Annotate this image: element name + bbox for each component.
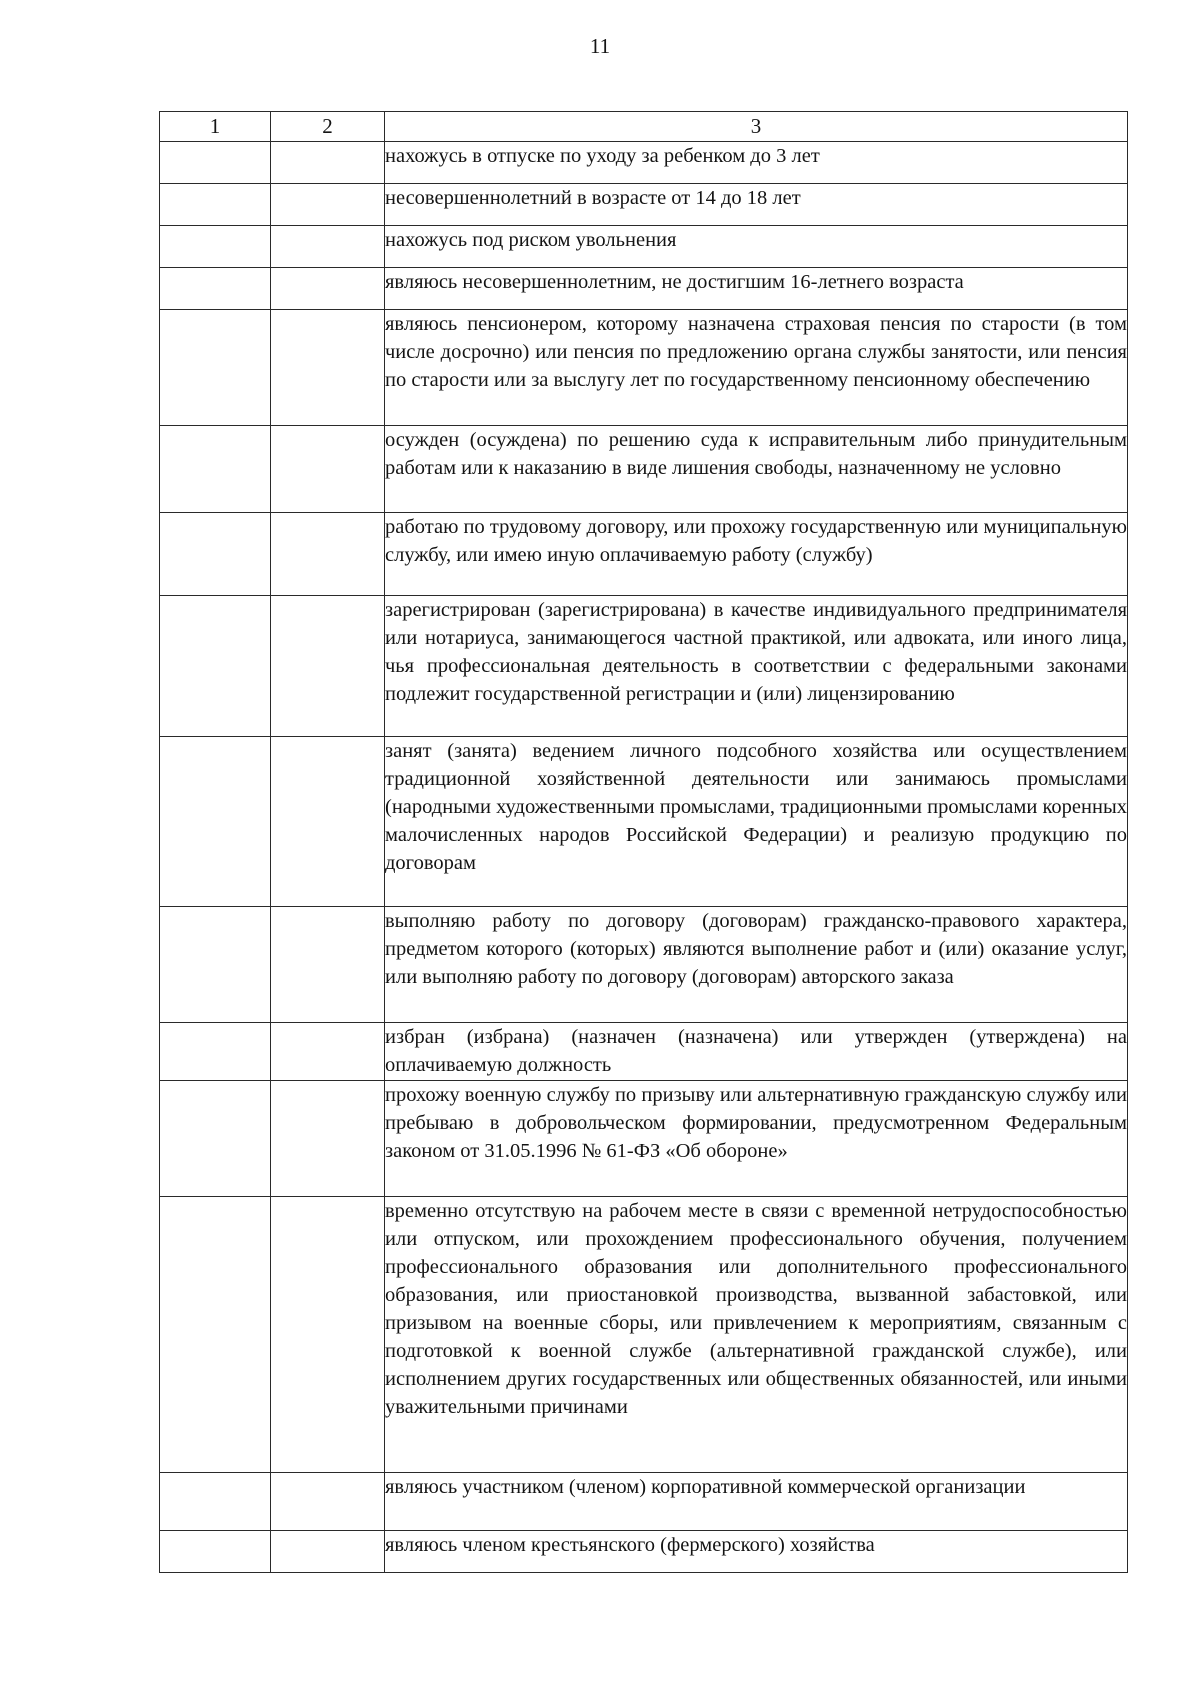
table-row [160,268,1128,310]
cell-col-2 [271,426,385,513]
cell-status-text: являюсь несовершеннолетним, не достигшим 16-летнего возраста [385,268,1128,310]
table-header-row [160,112,1128,142]
cell-status-text: занят (занята) ведением личного подсобного хозяйства или осуществлением традиционной хозяйственной деятельности или занимаюсь промыслами (народными художественными промыслами, традиционными промыслами коренных малочисленных народов Российской Федерации) и реализую продукцию по договорам [385,737,1128,907]
cell-col-1 [160,1197,271,1473]
table-row [160,596,1128,737]
cell-status-text: зарегистрирован (зарегистрирована) в качестве индивидуального предпринимателя или нотариуса, занимающегося частной практикой, или адвоката, или иного лица, чья профессиональная деятельность в соответствии с федеральными законами подлежит государственной регистрации и (или) лицензированию [385,596,1128,737]
cell-status-text: являюсь пенсионером, которому назначена страховая пенсия по старости (в том числе досрочно) или пенсия по предложению органа службы занятости, или пенсия по старости или за выслугу лет по государственному пенсионному обеспечению [385,310,1128,426]
cell-col-2 [271,1473,385,1531]
cell-col-2 [271,268,385,310]
column-header-3: 3 [385,112,1128,142]
cell-col-1 [160,1531,271,1573]
cell-col-2 [271,737,385,907]
column-header-2: 2 [271,112,385,142]
column-header-1: 1 [160,112,271,142]
cell-col-1 [160,513,271,596]
cell-col-1 [160,596,271,737]
cell-col-2 [271,142,385,184]
table-row [160,1473,1128,1531]
cell-status-text: несовершеннолетний в возрасте от 14 до 18 лет [385,184,1128,226]
cell-col-1 [160,737,271,907]
cell-status-text: являюсь участником (членом) корпоративной коммерческой организации [385,1473,1128,1531]
cell-col-2 [271,1081,385,1197]
table-row [160,907,1128,1023]
table-row [160,184,1128,226]
cell-status-text: прохожу военную службу по призыву или альтернативную гражданскую службу или пребываю в добровольческом формировании, предусмотренном Федеральным законом от 31.05.1996 № 61-ФЗ «Об обороне» [385,1081,1128,1197]
table-row [160,513,1128,596]
cell-col-2 [271,596,385,737]
cell-col-2 [271,310,385,426]
cell-col-2 [271,513,385,596]
cell-col-1 [160,1023,271,1081]
cell-col-1 [160,426,271,513]
table-row [160,310,1128,426]
cell-col-2 [271,1531,385,1573]
cell-col-1 [160,226,271,268]
table-row [160,737,1128,907]
table-row [160,1197,1128,1473]
table-row [160,142,1128,184]
cell-col-1 [160,268,271,310]
cell-col-1 [160,142,271,184]
cell-col-1 [160,907,271,1023]
cell-col-1 [160,1081,271,1197]
cell-status-text: работаю по трудовому договору, или прохожу государственную или муниципальную службу, или имею иную оплачиваемую работу (службу) [385,513,1128,596]
cell-status-text: являюсь членом крестьянского (фермерского) хозяйства [385,1531,1128,1573]
cell-status-text: избран (избрана) (назначен (назначена) или утвержден (утверждена) на оплачиваемую должность [385,1023,1128,1081]
cell-status-text: выполняю работу по договору (договорам) гражданско-правового характера, предметом которого (которых) являются выполнение работ и (или) оказание услуг, или выполняю работу по договору (договорам) авторского заказа [385,907,1128,1023]
table-row [160,1531,1128,1573]
document-table [159,111,1128,1573]
page-number: 11 [589,34,611,58]
cell-col-2 [271,184,385,226]
cell-status-text: осужден (осуждена) по решению суда к исправительным либо принудительным работам или к наказанию в виде лишения свободы, назначенному не условно [385,426,1128,513]
cell-status-text: нахожусь в отпуске по уходу за ребенком до 3 лет [385,142,1128,184]
cell-col-1 [160,1473,271,1531]
cell-col-2 [271,907,385,1023]
cell-col-2 [271,1023,385,1081]
table-row [160,226,1128,268]
cell-col-2 [271,226,385,268]
cell-col-1 [160,184,271,226]
cell-col-2 [271,1197,385,1473]
cell-status-text: нахожусь под риском увольнения [385,226,1128,268]
table-row [160,426,1128,513]
table-row [160,1023,1128,1081]
cell-col-1 [160,310,271,426]
cell-status-text: временно отсутствую на рабочем месте в связи с временной нетрудоспособностью или отпуском, или прохождением профессионального обучения, получением профессионального образования или дополнительного профессионального образования, или приостановкой производства, вызванной забастовкой, или призывом на военные сборы, или привлечением к мероприятиям, связанным с подготовкой к военной службе (альтернативной гражданской службе), или исполнением других государственных или общественных обязанностей, или иными уважительными причинами [385,1197,1128,1473]
table-row [160,1081,1128,1197]
